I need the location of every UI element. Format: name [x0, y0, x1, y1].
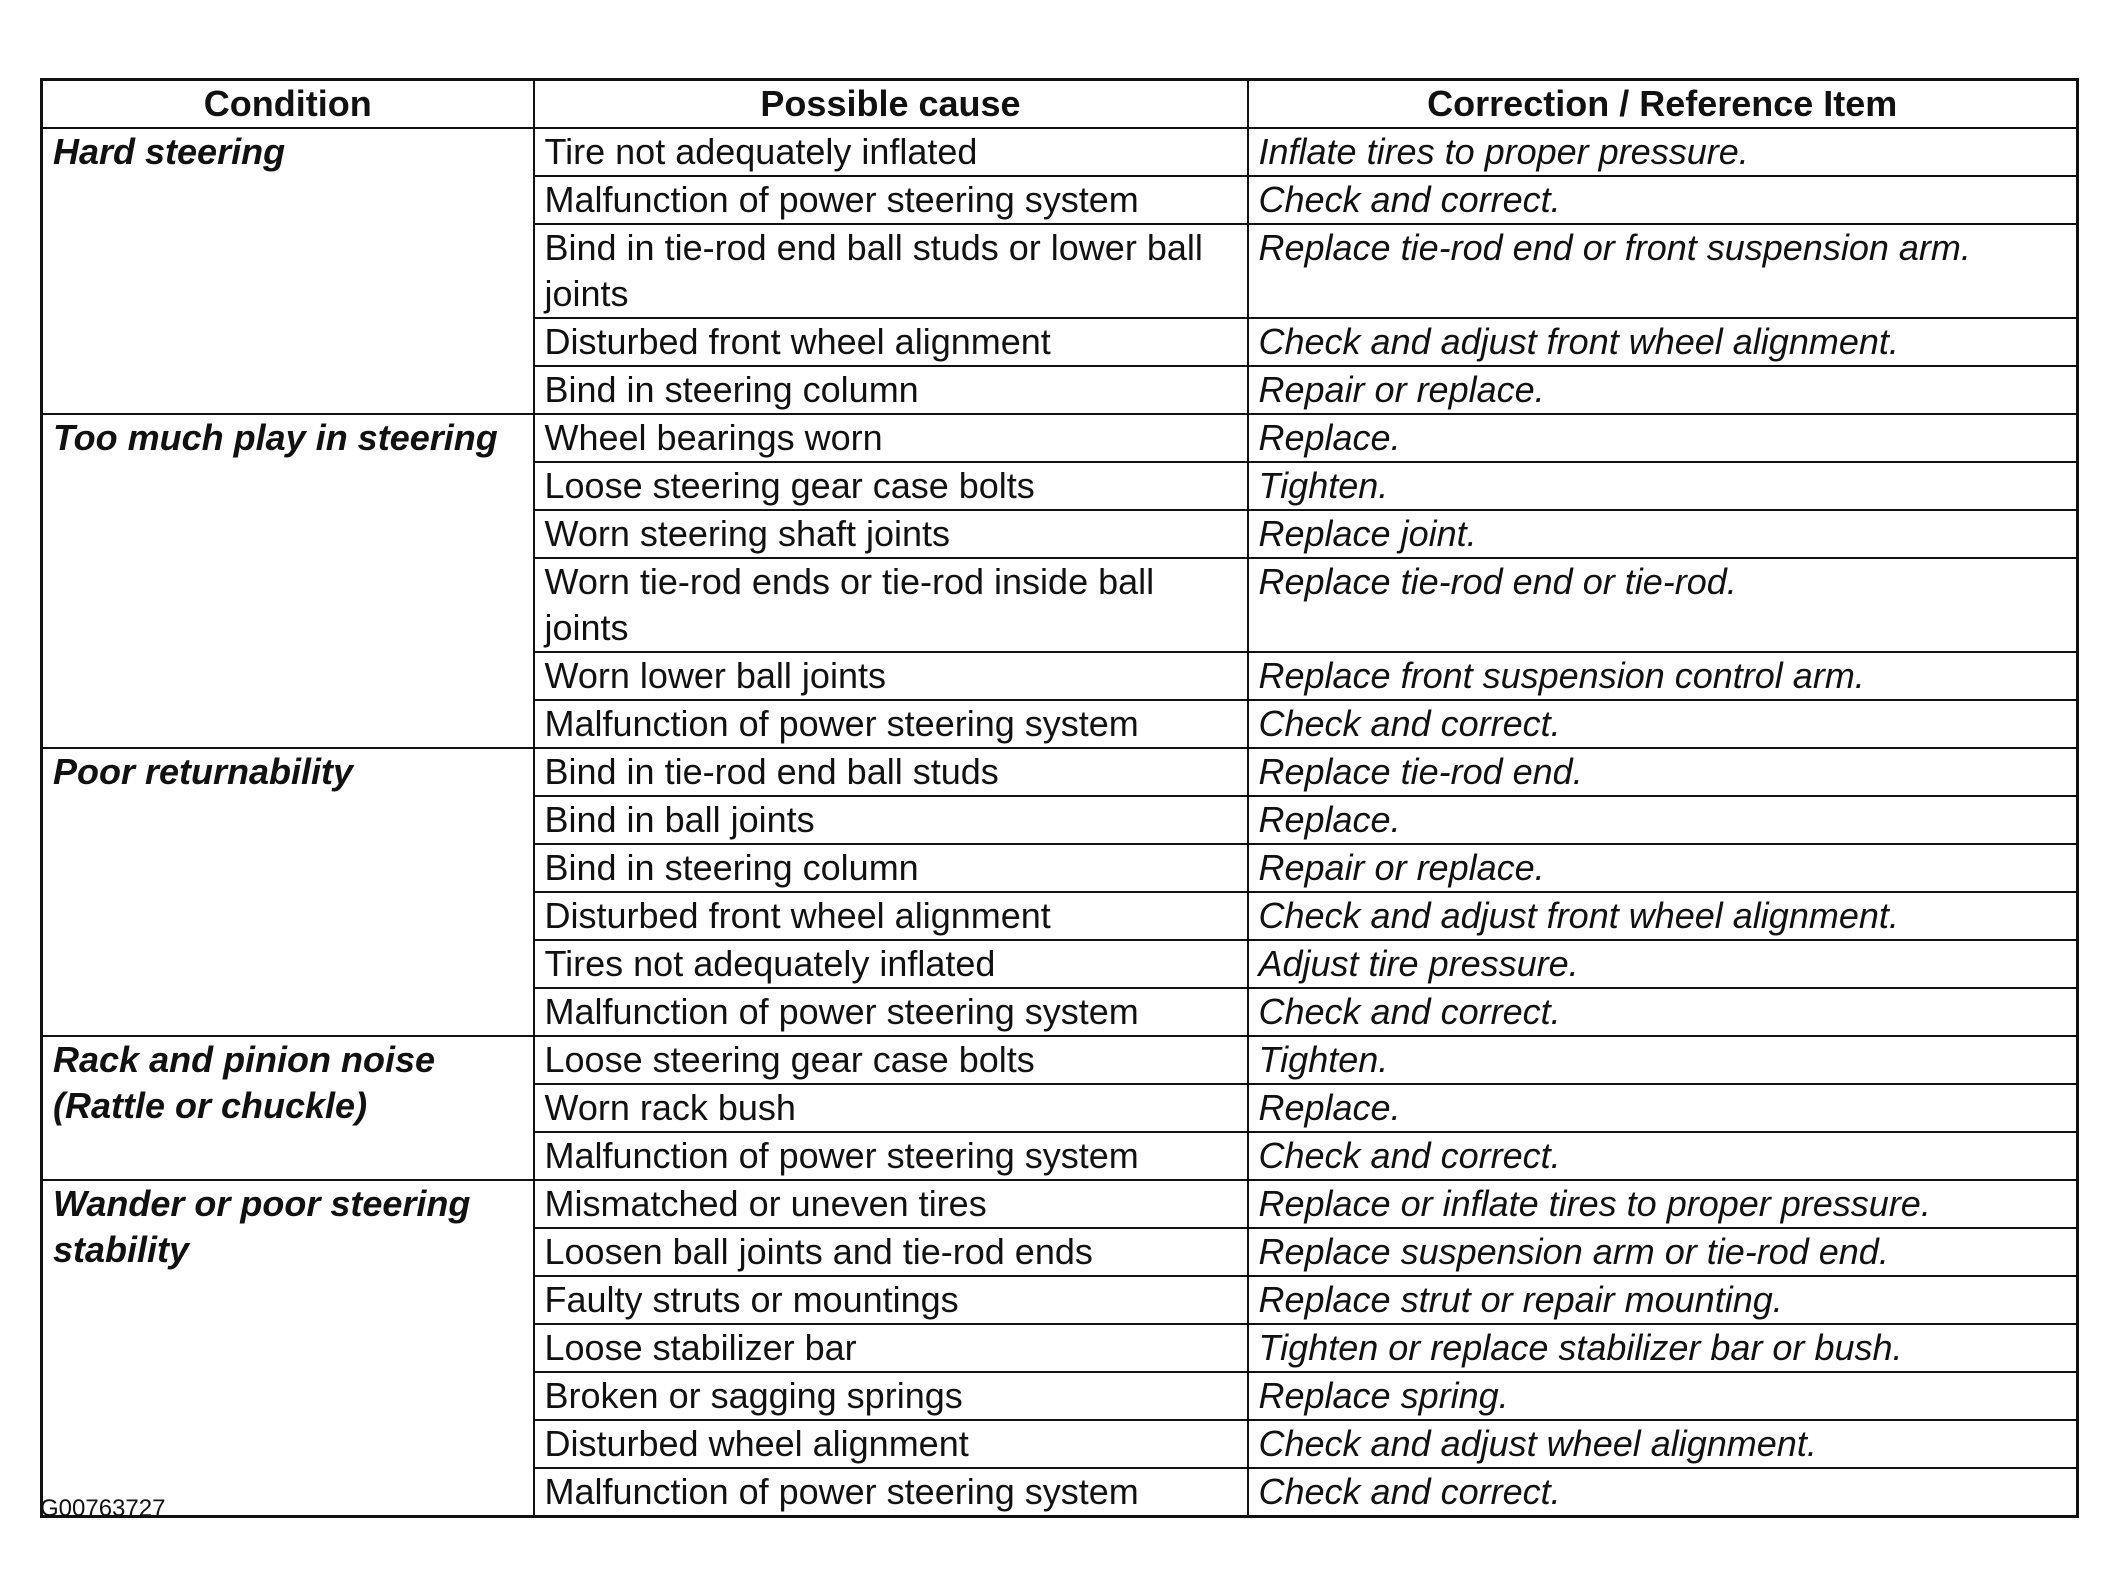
possible-cause-cell: Loose steering gear case bolts — [534, 462, 1248, 510]
possible-cause-cell: Tire not adequately inflated — [534, 128, 1248, 176]
condition-cell: Rack and pinion noise (Rattle or chuckle) — [42, 1036, 534, 1180]
possible-cause-cell: Bind in tie-rod end ball studs or lower ball joints — [534, 224, 1248, 318]
possible-cause-cell: Bind in steering column — [534, 844, 1248, 892]
correction-cell: Replace tie-rod end or tie-rod. — [1248, 558, 2078, 652]
possible-cause-cell: Worn lower ball joints — [534, 652, 1248, 700]
correction-cell: Repair or replace. — [1248, 844, 2078, 892]
header-row — [42, 80, 2078, 129]
correction-cell: Tighten. — [1248, 1036, 2078, 1084]
correction-cell: Check and correct. — [1248, 176, 2078, 224]
correction-cell: Replace front suspension control arm. — [1248, 652, 2078, 700]
correction-cell: Adjust tire pressure. — [1248, 940, 2078, 988]
header-possible-cause: Possible cause — [534, 80, 1248, 129]
table-body — [42, 128, 2078, 1517]
possible-cause-cell: Disturbed front wheel alignment — [534, 892, 1248, 940]
correction-cell: Check and correct. — [1248, 988, 2078, 1036]
possible-cause-cell: Loose steering gear case bolts — [534, 1036, 1248, 1084]
steering-diagnosis-table — [40, 78, 2079, 1518]
correction-cell: Replace spring. — [1248, 1372, 2078, 1420]
correction-cell: Check and correct. — [1248, 1132, 2078, 1180]
correction-cell: Check and correct. — [1248, 700, 2078, 748]
possible-cause-cell: Worn tie-rod ends or tie-rod inside ball joints — [534, 558, 1248, 652]
correction-cell: Inflate tires to proper pressure. — [1248, 128, 2078, 176]
correction-cell: Replace suspension arm or tie-rod end. — [1248, 1228, 2078, 1276]
header-condition: Condition — [42, 80, 534, 129]
correction-cell: Replace tie-rod end or front suspension arm. — [1248, 224, 2078, 318]
correction-cell: Repair or replace. — [1248, 366, 2078, 414]
possible-cause-cell: Bind in steering column — [534, 366, 1248, 414]
possible-cause-cell: Disturbed front wheel alignment — [534, 318, 1248, 366]
possible-cause-cell: Wheel bearings worn — [534, 414, 1248, 462]
correction-cell: Replace. — [1248, 414, 2078, 462]
correction-cell: Check and adjust front wheel alignment. — [1248, 318, 2078, 366]
possible-cause-cell: Broken or sagging springs — [534, 1372, 1248, 1420]
possible-cause-cell: Malfunction of power steering system — [534, 988, 1248, 1036]
possible-cause-cell: Tires not adequately inflated — [534, 940, 1248, 988]
possible-cause-cell: Malfunction of power steering system — [534, 1468, 1248, 1517]
possible-cause-cell: Loose stabilizer bar — [534, 1324, 1248, 1372]
possible-cause-cell: Worn steering shaft joints — [534, 510, 1248, 558]
possible-cause-cell: Mismatched or uneven tires — [534, 1180, 1248, 1228]
condition-cell: Wander or poor steering stability — [42, 1180, 534, 1517]
possible-cause-cell: Faulty struts or mountings — [534, 1276, 1248, 1324]
possible-cause-cell: Malfunction of power steering system — [534, 1132, 1248, 1180]
correction-cell: Check and adjust wheel alignment. — [1248, 1420, 2078, 1468]
possible-cause-cell: Bind in ball joints — [534, 796, 1248, 844]
correction-cell: Replace joint. — [1248, 510, 2078, 558]
correction-cell: Replace strut or repair mounting. — [1248, 1276, 2078, 1324]
correction-cell: Tighten. — [1248, 462, 2078, 510]
possible-cause-cell: Loosen ball joints and tie-rod ends — [534, 1228, 1248, 1276]
table-row — [42, 1180, 2078, 1228]
correction-cell: Replace. — [1248, 1084, 2078, 1132]
table-row — [42, 1036, 2078, 1084]
condition-cell: Too much play in steering — [42, 414, 534, 748]
figure-id: G00763727 — [40, 1495, 166, 1522]
header-correction: Correction / Reference Item — [1248, 80, 2078, 129]
possible-cause-cell: Bind in tie-rod end ball studs — [534, 748, 1248, 796]
correction-cell: Tighten or replace stabilizer bar or bush. — [1248, 1324, 2078, 1372]
condition-cell: Poor returnability — [42, 748, 534, 1036]
table-row — [42, 748, 2078, 796]
correction-cell: Check and correct. — [1248, 1468, 2078, 1517]
correction-cell: Replace or inflate tires to proper pressure. — [1248, 1180, 2078, 1228]
possible-cause-cell: Disturbed wheel alignment — [534, 1420, 1248, 1468]
correction-cell: Check and adjust front wheel alignment. — [1248, 892, 2078, 940]
table-row — [42, 414, 2078, 462]
table-row — [42, 128, 2078, 176]
possible-cause-cell: Malfunction of power steering system — [534, 700, 1248, 748]
correction-cell: Replace. — [1248, 796, 2078, 844]
possible-cause-cell: Worn rack bush — [534, 1084, 1248, 1132]
correction-cell: Replace tie-rod end. — [1248, 748, 2078, 796]
condition-cell: Hard steering — [42, 128, 534, 414]
possible-cause-cell: Malfunction of power steering system — [534, 176, 1248, 224]
